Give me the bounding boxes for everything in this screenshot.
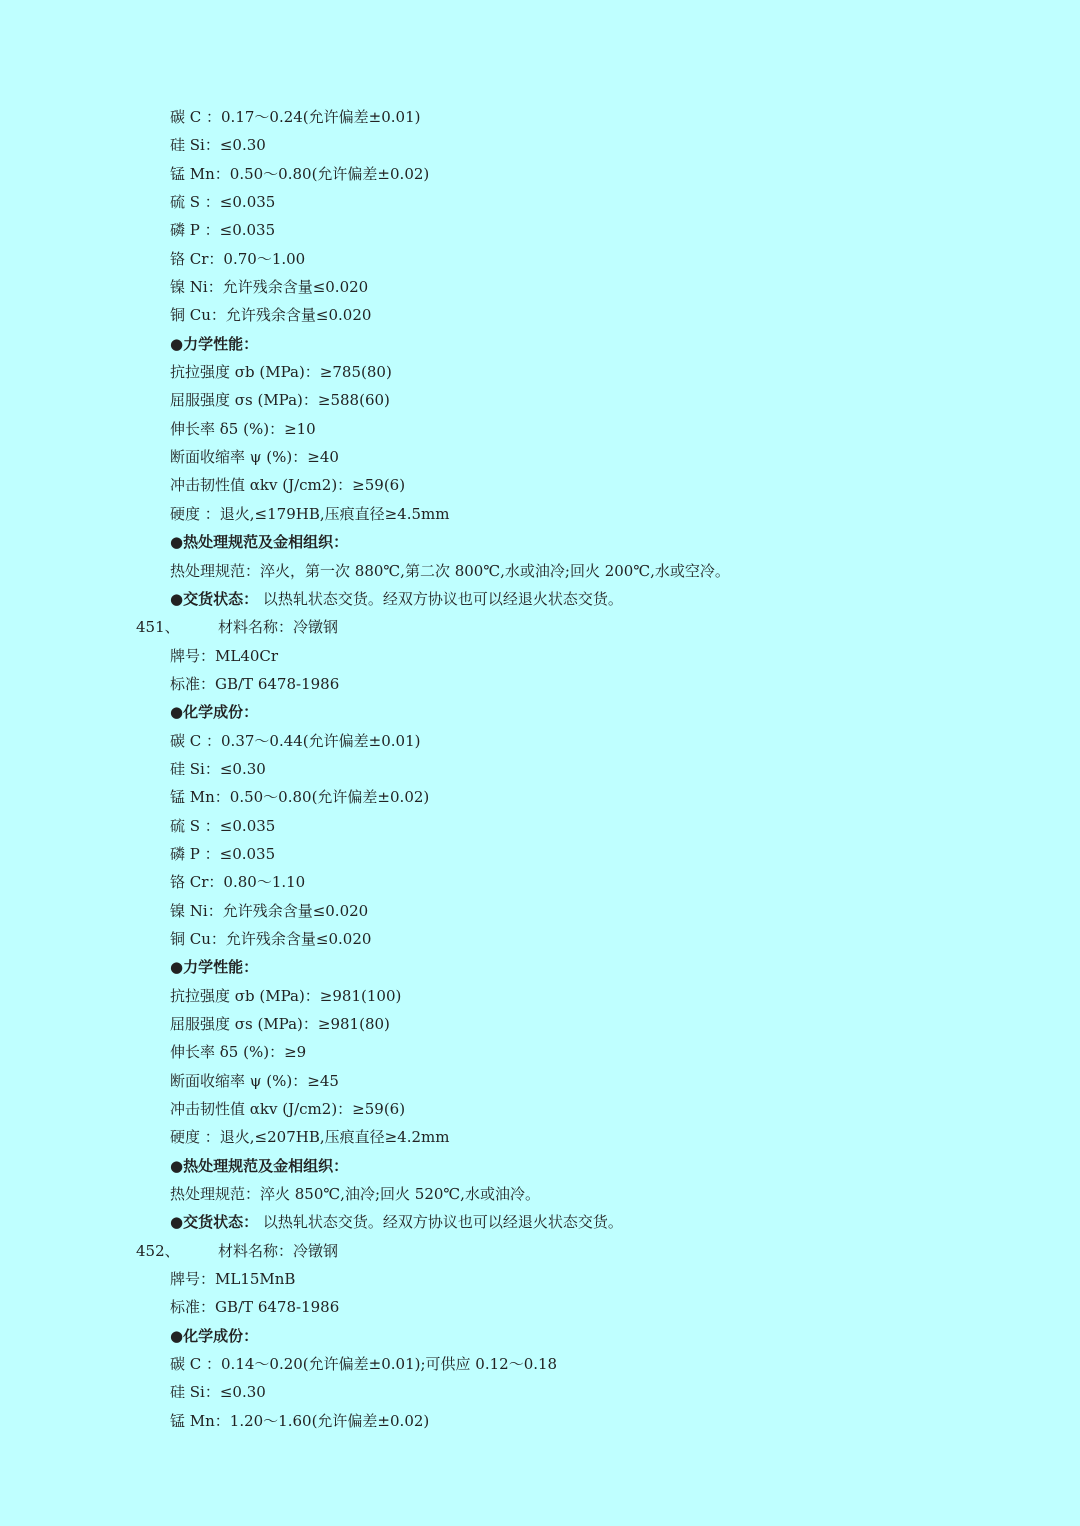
text-line: 碳 C ：0.37～0.44(允许偏差±0.01) [170, 731, 421, 750]
section-heading [0, 528, 1080, 556]
entry-header [0, 613, 1080, 641]
entry-number: 451、 [136, 618, 180, 637]
text-line: 铬 Cr：0.70～1.00 [170, 249, 306, 268]
text-line: 硅 Si：≤0.30 [170, 1383, 266, 1402]
text-line: 铬 Cr：0.80～1.10 [170, 873, 306, 892]
text-line: 伸长率 δ5 (%)：≥10 [170, 419, 316, 438]
section-heading-label: ●交货状态： [170, 1213, 259, 1232]
section-heading-text: 以热轧状态交货。经双方协议也可以经退火状态交货。 [258, 589, 623, 608]
section-heading [0, 330, 1080, 358]
text-line: 镍 Ni：允许残余含量≤0.020 [170, 278, 369, 297]
text-line: 碳 C ：0.17～0.24(允许偏差±0.01) [170, 108, 421, 126]
text-line: 锰 Mn：1.20～1.60(允许偏差±0.02) [170, 1411, 430, 1430]
text-line: 冲击韧性值 αkv (J/cm2)：≥59(6) [170, 1100, 406, 1119]
text-line: 伸长率 δ5 (%)：≥9 [170, 1043, 307, 1062]
text-line: 断面收缩率 ψ (%)：≥45 [170, 1071, 339, 1090]
text-line: 磷 P ：≤0.035 [170, 221, 276, 240]
text-line: 屈服强度 σs (MPa)：≥588(60) [170, 391, 390, 410]
text-line: 铜 Cu：允许残余含量≤0.020 [170, 929, 372, 948]
section-heading-label: ●热处理规范及金相组织： [170, 1156, 349, 1175]
text-line: 热处理规范：淬火，第一次 880℃,第二次 800℃,水或油冷;回火 200℃,水或空冷。 [170, 561, 730, 580]
text-line: 锰 Mn：0.50～0.80(允许偏差±0.02) [170, 164, 430, 183]
text-line: 磷 P ：≤0.035 [170, 844, 276, 863]
section-heading [0, 1152, 1080, 1180]
text-line: 铜 Cu：允许残余含量≤0.020 [170, 306, 372, 325]
section-heading-label: ●力学性能： [170, 958, 259, 977]
text-line: 断面收缩率 ψ (%)：≥40 [170, 448, 339, 467]
entry-title: 材料名称：冷镦钢 [218, 1241, 339, 1260]
section-heading-label: ●交货状态： [170, 589, 259, 608]
text-line: 抗拉强度 σb (MPa)：≥785(80) [170, 363, 392, 382]
text-line: 硬度 ：退火,≤179HB,压痕直径≥4.5mm [170, 504, 450, 523]
entry-title: 材料名称：冷镦钢 [218, 618, 339, 637]
text-line: 标准：GB/T 6478-1986 [170, 1298, 340, 1317]
text-line: 屈服强度 σs (MPa)：≥981(80) [170, 1015, 390, 1033]
section-heading [0, 1208, 1080, 1236]
section-heading-label: ●力学性能： [170, 334, 259, 353]
section-heading [0, 1322, 1080, 1350]
text-line: 抗拉强度 σb (MPa)：≥981(100) [170, 986, 402, 1005]
text-line: 镍 Ni：允许残余含量≤0.020 [170, 901, 369, 920]
section-heading-label: ●热处理规范及金相组织： [170, 533, 349, 552]
text-line: 硅 Si：≤0.30 [170, 759, 266, 778]
section-heading [0, 585, 1080, 613]
section-heading-label: ●化学成份： [170, 703, 259, 722]
text-line: 硅 Si：≤0.30 [170, 136, 266, 155]
section-heading-text: 以热轧状态交货。经双方协议也可以经退火状态交货。 [258, 1213, 623, 1232]
document-body [0, 103, 1080, 1435]
entry-header [0, 1237, 1080, 1265]
text-line: 牌号：ML15MnB [170, 1270, 296, 1289]
text-line: 碳 C ：0.14～0.20(允许偏差±0.01);可供应 0.12～0.18 [170, 1355, 558, 1374]
text-line: 锰 Mn：0.50～0.80(允许偏差±0.02) [170, 788, 430, 807]
text-line: 硬度 ：退火,≤207HB,压痕直径≥4.2mm [170, 1128, 450, 1147]
section-heading [0, 698, 1080, 726]
text-line: 冲击韧性值 αkv (J/cm2)：≥59(6) [170, 476, 406, 495]
text-line: 硫 S ：≤0.035 [170, 193, 276, 212]
text-line: 标准：GB/T 6478-1986 [170, 674, 340, 693]
text-line: 牌号：ML40Cr [170, 646, 279, 665]
text-line: 热处理规范：淬火 850℃,油冷;回火 520℃,水或油冷。 [170, 1185, 540, 1204]
section-heading-label: ●化学成份： [170, 1326, 259, 1345]
entry-number: 452、 [136, 1241, 180, 1260]
section-heading [0, 953, 1080, 981]
text-line: 硫 S ：≤0.035 [170, 816, 276, 835]
